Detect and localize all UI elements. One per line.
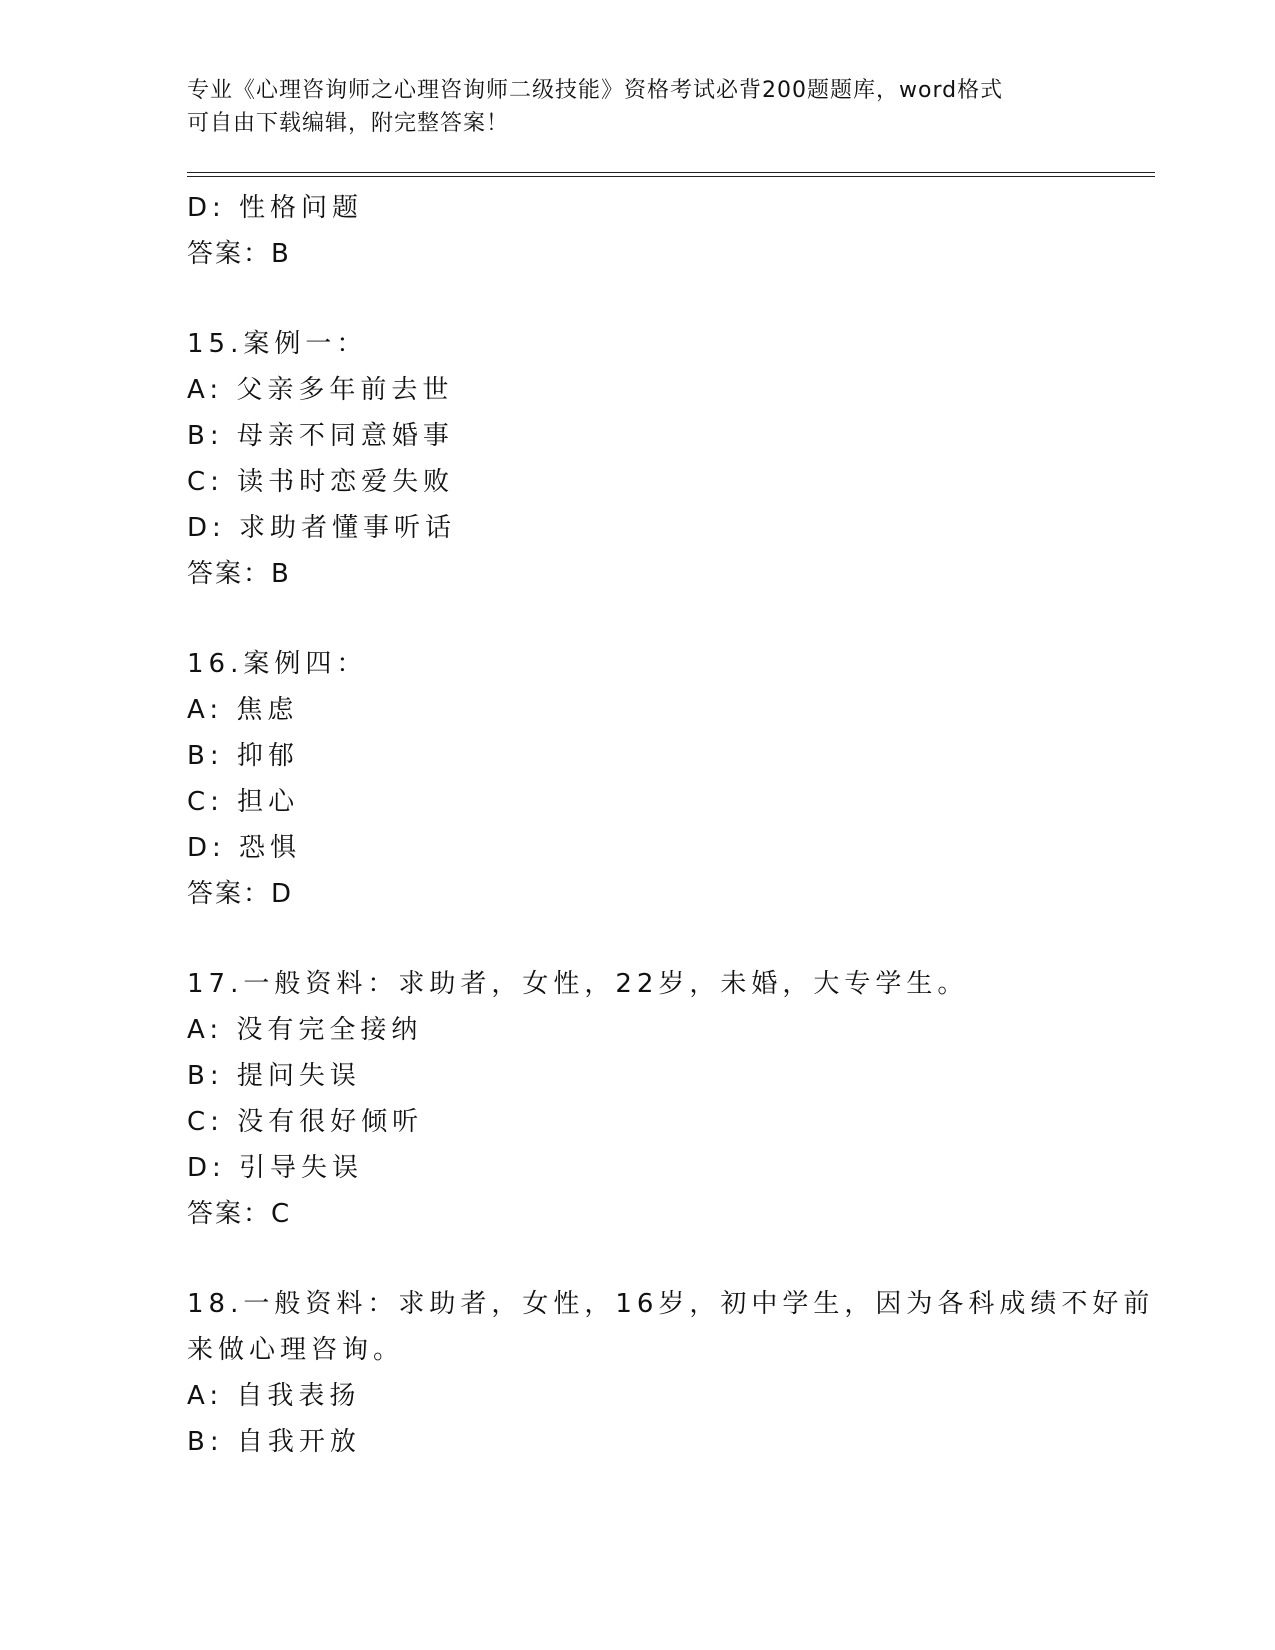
- question-stem: 15.案例一：: [187, 329, 368, 359]
- question-stem-line-1: 18.一般资料：求助者，女性，16岁，初中学生，因为各科成绩不好前: [187, 1289, 1155, 1319]
- option-b: B: 母亲不同意婚事: [187, 421, 454, 451]
- option-a: A: 自我表扬: [187, 1381, 361, 1411]
- option-d: D: 求助者懂事听话: [187, 513, 457, 543]
- option-d: D: 引导失误: [187, 1153, 364, 1183]
- answer: 答案：D: [187, 879, 294, 909]
- option-a: A: 父亲多年前去世: [187, 375, 454, 405]
- header-title-line-2: 可自由下载编辑，附完整答案！: [187, 111, 510, 136]
- header-title-line-1: 专业《心理咨询师之心理咨询师二级技能》资格考试必背200题题库，word格式: [187, 78, 1004, 103]
- answer: 答案：B: [187, 559, 291, 589]
- question-18: [187, 1281, 1155, 1465]
- option-d: D: 恐惧: [187, 833, 302, 863]
- question-16: [187, 641, 1087, 917]
- answer: 答案：B: [187, 239, 291, 269]
- option-a: A: 没有完全接纳: [187, 1015, 423, 1045]
- document-header: [187, 74, 1067, 140]
- header-divider-bottom: [187, 176, 1155, 177]
- question-stem: 17.一般资料：求助者，女性，22岁，未婚，大专学生。: [187, 969, 969, 999]
- option-c: C: 没有很好倾听: [187, 1107, 424, 1137]
- option-b: B: 抑郁: [187, 741, 299, 771]
- option-c: C: 读书时恋爱失败: [187, 467, 455, 497]
- option-b: B: 自我开放: [187, 1427, 361, 1457]
- option-c: C: 担心: [187, 787, 300, 817]
- option-a: A: 焦虑: [187, 695, 299, 725]
- option-d: D: 性格问题: [187, 193, 364, 223]
- document-body: [187, 185, 1155, 1465]
- option-b: B: 提问失误: [187, 1061, 361, 1091]
- header-divider-top: [187, 172, 1155, 173]
- question-17: [187, 961, 1087, 1237]
- question-15: [187, 321, 1087, 597]
- answer: 答案：C: [187, 1199, 292, 1229]
- question-stem: 16.案例四：: [187, 649, 368, 679]
- question-stem-line-2: 来做心理咨询。: [187, 1335, 405, 1365]
